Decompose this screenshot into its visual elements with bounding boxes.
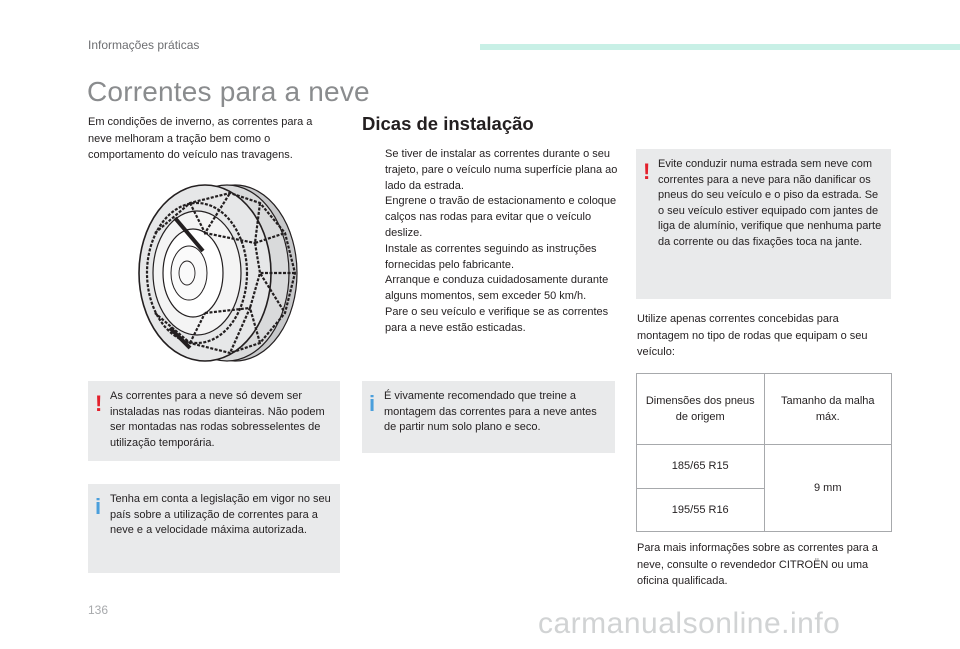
info-text: Tenha em conta a legislação em vigor no seu país sobre a utilização de correntes para a neve e a velocidade máxima autorizada. [110,493,331,536]
header-accent-bar [480,44,960,50]
table-cell-mesh-size: 9 mm [764,445,892,532]
warning-box-road-damage [636,149,891,299]
info-icon: i [95,494,102,519]
table-cell-tire-size: 195/55 R16 [637,488,765,532]
warning-box-front-wheels [88,381,340,461]
usage-note: Utilize apenas correntes concebidas para montagem no tipo de rodas que equipam o seu veículo: [637,313,868,358]
table-header-mesh-size: Tamanho da malha máx. [764,374,892,445]
info-icon: i [369,391,376,416]
watermark: carmanualsonline.info [538,607,841,640]
page-title: Correntes para a neve [87,76,370,107]
list-item: Se tiver de instalar as correntes durante o seu trajeto, pare o veículo numa superfície plana ao lado da estrada. [385,148,618,192]
warning-text: As correntes para a neve só devem ser instaladas nas rodas dianteiras. Não podem ser montadas nas rodas sobresselentes de utilização temporária. [110,390,325,449]
info-box-legislation [88,484,340,573]
tire-size-table [636,373,892,532]
section-title-installation: Dicas de instalação [362,113,534,134]
section-header: Informações práticas [88,38,200,52]
info-text: É vivamente recomendado que treine a montagem das correntes para a neve antes de partir num solo plano e seco. [384,390,597,433]
table-header-row [637,374,892,445]
page-number: 136 [88,603,109,617]
info-box-training [362,381,615,453]
table-header-tire-dimensions: Dimensões dos pneus de origem [637,374,765,445]
list-item: Engrene o travão de estacionamento e coloque calços nas rodas para evitar que o veículo deslize. [385,195,617,239]
warning-icon: ! [643,159,651,184]
list-item: Pare o seu veículo e verifique se as correntes para a neve estão esticadas. [385,305,609,334]
installation-steps-list [362,147,618,337]
list-item: Instale as correntes seguindo as instruções fornecidas pelo fabricante. [385,242,597,271]
warning-icon: ! [95,391,103,416]
more-info-note: Para mais informações sobre as correntes para a neve, consulte o revendedor CITROËN ou uma oficina qualificada. [637,542,878,587]
list-item: Arranque e conduza cuidadosamente durante alguns momentos, sem exceder 50 km/h. [385,274,609,303]
table-row [637,445,892,489]
warning-text: Evite conduzir numa estrada sem neve com correntes para a neve para não danificar os pneus do seu veículo e o piso da estrada. Se o seu veículo estiver equipado com jantes de liga de alumínio, verifique que nenhuma parte da corrente ou das fixações toca na jante. [658,158,882,248]
tire-with-snow-chains-icon [135,173,305,368]
table-cell-tire-size: 185/65 R15 [637,445,765,489]
intro-paragraph: Em condições de inverno, as correntes para a neve melhoram a tração bem como o comportamento do veículo nas travagens. [88,116,313,161]
